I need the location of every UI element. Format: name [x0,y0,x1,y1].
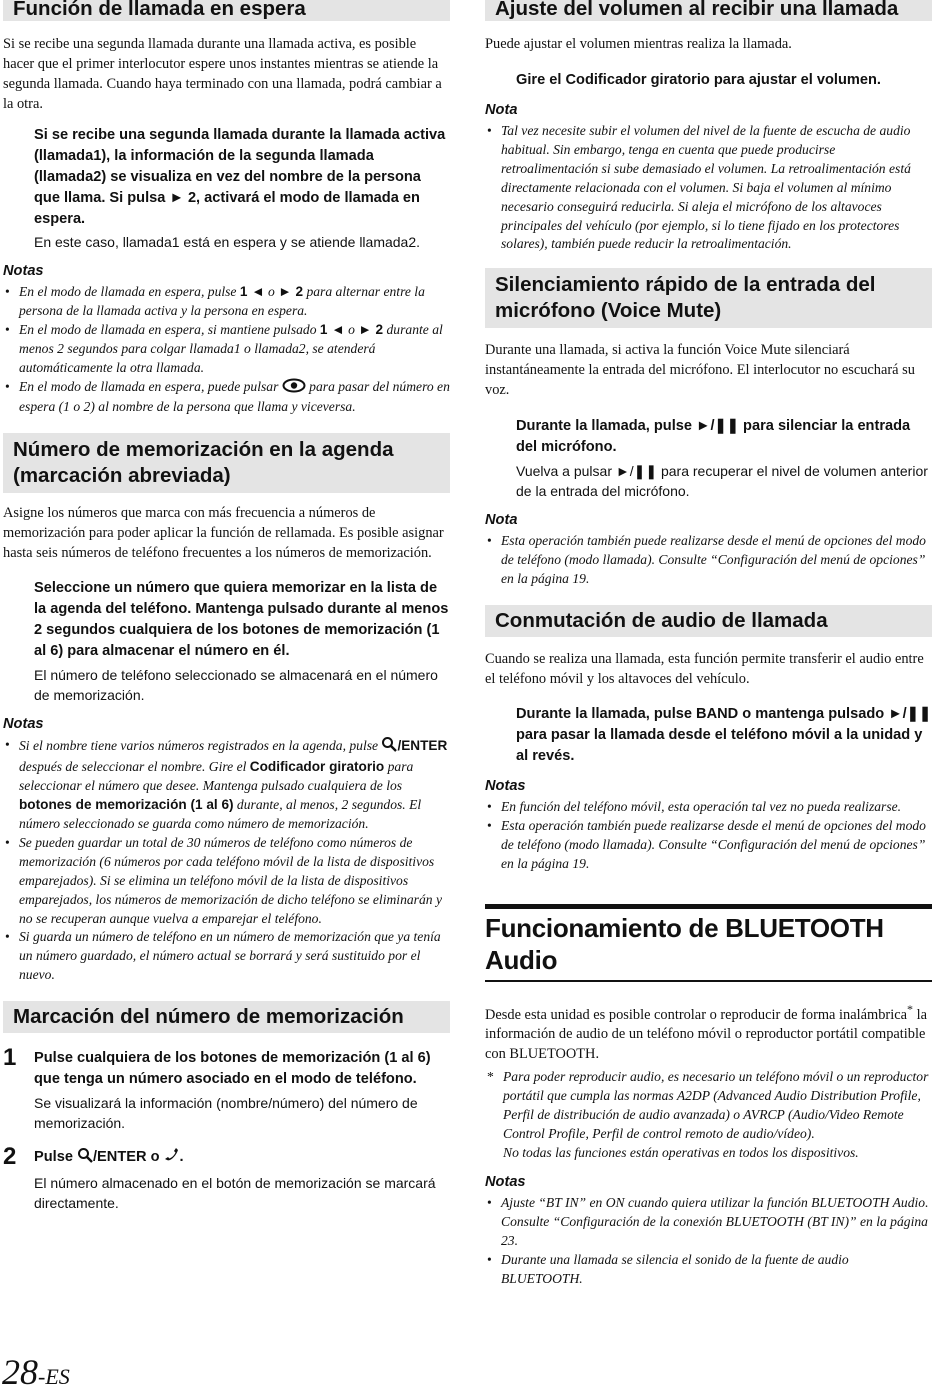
bluetooth-audio-intro: Desde esta unidad es posible controlar o reproducir de forma inalámbrica* la información de audio de un teléfono móvil o reproductor portátil compatible con BLUETOOTH. [485,1001,927,1063]
audio-switch-instruction: Durante la llamada, pulse BAND o mantenga pulsado ►/❚❚ para pasar la llamada desde el teléfono móvil a la unidad y al revés. [516,706,932,765]
right-column [485,0,932,1289]
step-2 [3,1143,450,1213]
audio-switch-notes [485,798,932,874]
notes-title: Notas [3,263,44,279]
step-2-detail: El número almacenado en el botón de memorización se marcará directamente. [34,1175,436,1212]
view-eye-icon [282,378,306,399]
voice-mute-intro: Durante una llamada, si activa la función Voice Mute silenciará instantáneamente la entrada del micrófono. El interlocutor no escuchará su voz. [485,342,915,399]
note-item: • Si el nombre tiene varios números registrados en la agenda, pulse /ENTER después de seleccionar el nombre. Gire el Codificador giratorio para seleccionar el número que desee. Mantenga pulsado cualquiera de los botones de memorización (1 al 6) durante, al menos, 2 segundos. El número seleccionado se guarda como número de memorización. [3,736,450,834]
note-title: Nota [485,102,518,118]
section-title-volume: Ajuste del volumen al recibir una llamada [485,0,932,21]
note-item: • Ajuste “BT IN” en ON cuando quiera utilizar la función BLUETOOTH Audio. Consulte “Configuración de la conexión BLUETOOTH (BT IN)” en la página 23. [485,1194,932,1251]
voice-mute-instruction-detail: Vuelva a pulsar ►/❚❚ para recuperar el nivel de volumen anterior de la entrada del micrófono. [516,463,928,500]
section-title-audio-switch: Conmutación de audio de llamada [485,605,932,637]
note-item: • En el modo de llamada en espera, si mantiene pulsado 1 ◄ o ► 2 durante al menos 2 segundos para colgar llamada1 o llamada2, se atenderá automáticamente la otra llamada. [3,321,450,378]
section-title-call-waiting: Función de llamada en espera [3,0,450,21]
chapter-title-bluetooth-audio: Funcionamiento de BLUETOOTH Audio [485,904,932,982]
section-title-voice-mute: Silenciamiento rápido de la entrada del micrófono (Voice Mute) [485,268,932,328]
step-1-instruction: Pulse cualquiera de los botones de memorización (1 al 6) que tenga un número asociado en el modo de teléfono. [34,1050,431,1088]
note-item: • Esta operación también puede realizarse desde el menú de opciones del modo de teléfono (modo llamada). Consulte “Configuración del menú de opciones” en la página 19. [485,532,932,589]
left-column [3,0,450,1213]
search-icon [381,736,397,758]
note-item: • Esta operación también puede realizarse desde el menú de opciones del modo de teléfono (modo llamada). Consulte “Configuración del menú de opciones” en la página 19. [485,817,932,874]
call-waiting-instruction: Si se recibe una segunda llamada durante la llamada activa (llamada1), la información de la segunda llamada (llamada2) se visualiza en vez del nombre de la persona que llama. Si pulsa ► 2, activará el modo de llamada en espera. [34,127,446,227]
volume-notes [485,122,932,254]
volume-instruction: Gire el Codificador giratorio para ajustar el volumen. [516,72,881,88]
voice-mute-instruction: Durante la llamada, pulse ►/❚❚ para silenciar la entrada del micrófono. [516,418,911,456]
search-icon [77,1147,93,1170]
speed-dial-intro: Asigne los números que marca con más frecuencia a números de memorización para poder aplicar la función de rellamada. Es posible asignar hasta seis números de teléfono frecuentes a los números de memorización. [3,505,444,562]
step-number: 2 [3,1143,17,1171]
volume-intro: Puede ajustar el volumen mientras realiza la llamada. [485,36,792,52]
step-2-instruction: Pulse /ENTER o . [34,1147,450,1170]
note-title: Nota [485,512,518,529]
note-item: • Tal vez necesite subir el volumen del nivel de la fuente de escucha de audio habitual. Sin embargo, tenga en cuenta que puede producirse retroalimentación si sube demasiado el volumen. La retroalimentación está directamente relacionada con el volumen. Si baja el volumen al mínimo necesario conseguirá reducirla. Si aleja el micrófono de los altavoces principales del vehículo (por ejemplo, si lo tiene fijado en los protectores solares), también puede reducir la retroalimentación. [485,122,932,254]
speed-dial-notes [3,736,450,985]
step-number: 1 [3,1044,17,1072]
speed-dial-instruction: Seleccione un número que quiera memorizar en la lista de la agenda del teléfono. Mantenga pulsado durante al menos 2 segundos cualquiera de los botones de memorización (1 al 6) para almacenar el número en él. [34,580,449,660]
note-item: • Se pueden guardar un total de 30 números de teléfono como números de memorización (6 números por cada teléfono móvil de la lista de dispositivos emparejados). Si se elimina un teléfono móvil de la lista de dispositivos emparejados, los números de memorización de dicho teléfono se eliminarán y no se recuperan aunque vuelva a emparejar el teléfono. [3,834,450,929]
note-item: • Si guarda un número de teléfono en un número de memorización que ya tenía un número guardado, el número actual se borrará y será sustituido por el nuevo. [3,928,450,985]
section-title-memory-dial: Marcación del número de memorización [3,1001,450,1033]
notes-title: Notas [485,778,526,795]
notes-title: Notas [485,1174,526,1191]
footnote: * Para poder reproducir audio, es necesario un teléfono móvil o un reproductor portátil que cumpla las normas A2DP (Advanced Audio Distribution Profile, Perfil de distribución de audio avanzada) o AVRCP (Audio/Video Remote Control Profile, Perfil de control remoto de audio/vídeo). No todas las funciones están operativas en todos los dispositivos. [487,1069,929,1161]
speed-dial-instruction-detail: El número de teléfono seleccionado se almacenará en el número de memorización. [34,667,438,704]
note-item: • En el modo de llamada en espera, puede pulsar para pasar del número en espera (1 o 2) al nombre de la persona que llama y viceversa. [3,378,450,418]
note-item: • En el modo de llamada en espera, pulse 1 ◄ o ► 2 para alternar entre la persona de la llamada activa y la persona en espera. [3,283,450,321]
note-item: • Durante una llamada se silencia el sonido de la fuente de audio BLUETOOTH. [485,1251,932,1289]
page-number: 28-ES [2,1352,70,1392]
notes-title: Notas [3,716,44,733]
note-item: • En función del teléfono móvil, esta operación tal vez no pueda realizarse. [485,798,932,817]
step-1 [3,1044,450,1133]
phone-icon [164,1147,180,1170]
call-waiting-notes [3,283,450,417]
call-waiting-instruction-detail: En este caso, llamada1 está en espera y se atiende llamada2. [34,234,421,250]
call-waiting-intro: Si se recibe una segunda llamada durante una llamada activa, es posible hacer que el primer interlocutor espere unos instantes mientras se atiende la segunda llamada. Cuando haya terminado con una llamada, podrá cambiar a la otra. [3,36,442,112]
voice-mute-notes [485,532,932,589]
step-1-detail: Se visualizará la información (nombre/número) del número de memorización. [34,1095,418,1132]
bluetooth-audio-notes [485,1194,932,1289]
section-title-speed-dial: Número de memorización en la agenda (marcación abreviada) [3,433,450,493]
audio-switch-intro: Cuando se realiza una llamada, esta función permite transferir el audio entre el teléfono móvil y los altavoces del vehículo. [485,651,924,688]
